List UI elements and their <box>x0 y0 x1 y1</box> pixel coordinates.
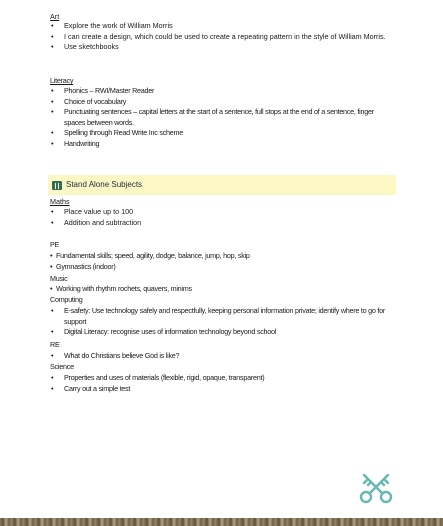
music-list <box>50 284 395 295</box>
computing-list <box>50 306 395 338</box>
list-item: • Spelling through Read Write Inc scheme <box>50 128 395 139</box>
list-item: • Handwriting <box>50 139 395 150</box>
list-item: • Phonics – RWI/Master Reader <box>50 86 395 97</box>
list-item: • Digital Literacy: recognise uses of information technology beyond school <box>50 327 395 338</box>
maths-list <box>50 207 395 228</box>
list-item: • Use sketchbooks <box>50 42 395 53</box>
list-item: • Explore the work of William Morris <box>50 21 395 32</box>
stand-alone-subjects-banner <box>48 175 396 195</box>
pe-list <box>50 251 395 272</box>
maths-heading: Maths <box>50 197 70 206</box>
list-item: • Choice of vocabulary <box>50 97 395 108</box>
science-list <box>50 373 395 394</box>
list-item: • Addition and subtraction <box>50 218 395 229</box>
art-heading: Art <box>50 12 60 21</box>
list-item: • Working with rhythm rochets, quavers, minims <box>50 284 395 295</box>
list-item: • E-safety: Use technology safely and respectfully, keeping personal information private; identify where to go for support <box>50 306 395 327</box>
literacy-heading: Literacy <box>50 76 74 85</box>
computing-heading: Computing <box>50 295 83 304</box>
crossed-keys-icon <box>357 471 395 504</box>
list-item: • I can create a design, which could be used to create a repeating pattern in the style of William Morris. <box>50 32 395 43</box>
list-item: • Fundamental skills; speed, agility, dodge, balance, jump, hop, skip <box>50 251 395 262</box>
literacy-list <box>50 86 395 149</box>
list-item: • What do Christians believe God is like? <box>50 351 395 362</box>
re-heading: RE <box>50 340 60 349</box>
building-columns-icon <box>52 181 62 190</box>
pe-heading: PE <box>50 240 60 249</box>
list-item: • Carry out a simple test <box>50 384 395 395</box>
re-list <box>50 351 395 362</box>
list-item: • Place value up to 100 <box>50 207 395 218</box>
list-item: • Gymnastics (indoor) <box>50 262 395 273</box>
list-item: • Properties and uses of materials (flexible, rigid, opaque, transparent) <box>50 373 395 384</box>
decorative-footer-band <box>0 518 443 526</box>
banner-title: Stand Alone Subjects <box>66 180 143 189</box>
list-item: • Punctuating sentences – capital letters at the start of a sentence, full stops at the end of a sentence, finger spaces between words. <box>50 107 395 128</box>
science-heading: Science <box>50 362 74 371</box>
music-heading: Music <box>50 274 68 283</box>
art-list <box>50 21 395 53</box>
